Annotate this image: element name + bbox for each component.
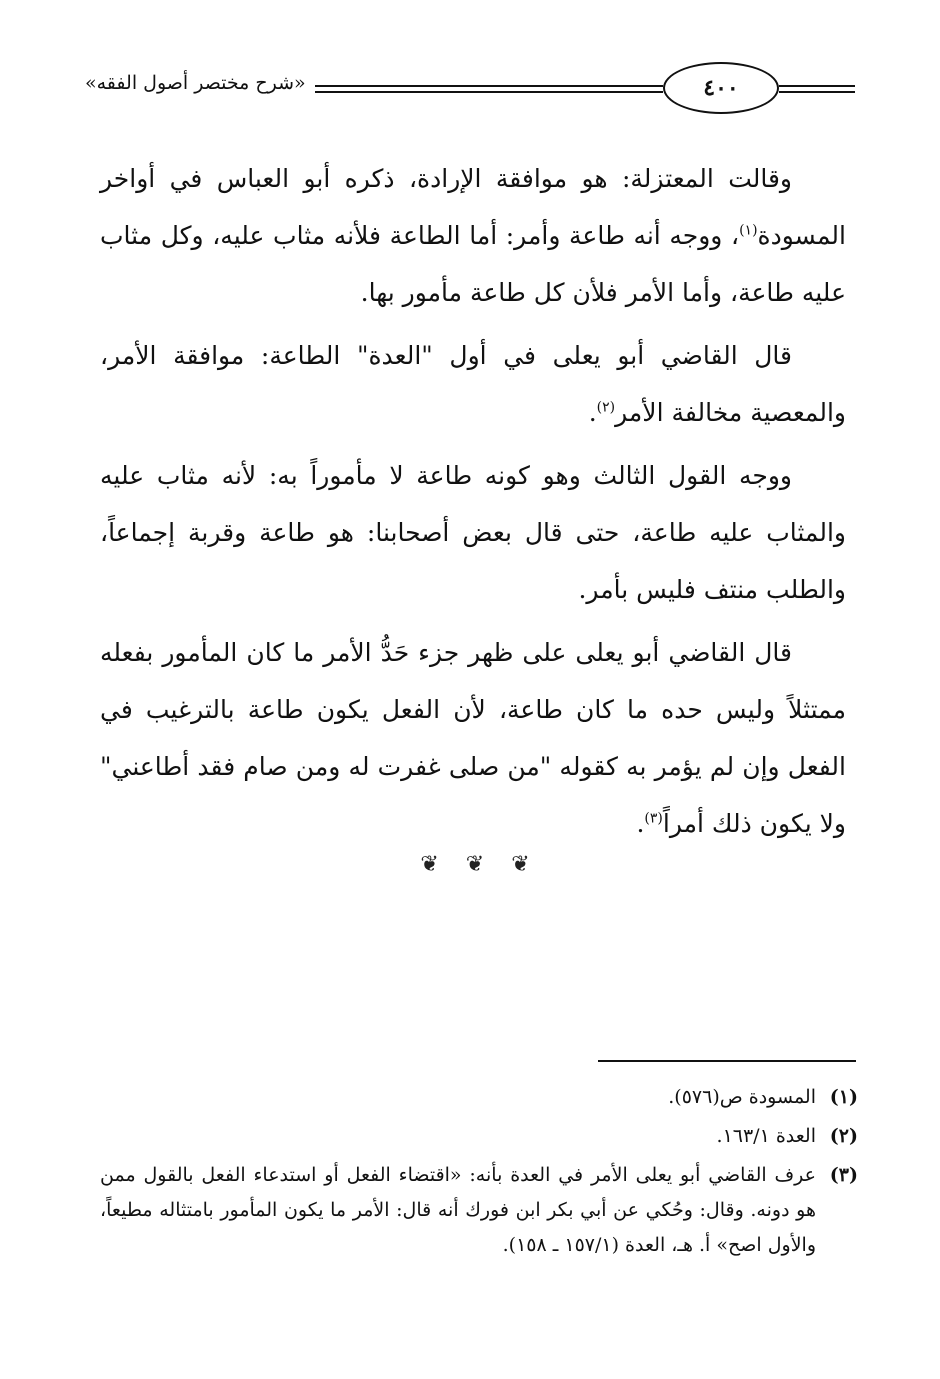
paragraph-text: ، ووجه أنه طاعة وأمر: أما الطاعة فلأنه مثاب عليه، وكل مثاب عليه طاعة، وأما الأمر فلأن كل طاعة مأمور بها. (100, 221, 846, 307)
page-number: ٤٠٠ (703, 75, 739, 101)
paragraph (100, 447, 846, 618)
footnote-number: (٢) (829, 1125, 858, 1147)
footnote-ref: (٢) (596, 399, 616, 416)
footnote (100, 1119, 858, 1154)
header-rule (779, 91, 855, 93)
paragraph-text: قال القاضي أبو يعلى في أول "العدة" الطاعة: موافقة الأمر، والمعصية مخالفة الأمر (100, 341, 846, 427)
paragraph-text: . (588, 398, 597, 427)
paragraph (100, 150, 846, 321)
header-rule (315, 85, 663, 87)
footnote-text: عرف القاضي أبو يعلى الأمر في العدة بأنه: «اقتضاء الفعل أو استدعاء الفعل بالقول ممن هو دونه. وقال: وحُكي عن أبي بكر ابن فورك أنه قال: الأمر ما يكون المأمور بامتثاله مطيعاً، والأول اصح» أ. هـ، العدة (١٥٧/١ ـ ١٥٨). (100, 1164, 816, 1256)
page-header (85, 50, 855, 130)
section-ornament: ❦ ❦ ❦ (420, 852, 540, 877)
header-rule (779, 85, 855, 87)
footnote-separator (598, 1060, 856, 1062)
paragraph-text: قال القاضي أبو يعلى على ظهر جزء حَدُّ الأمر ما كان المأمور بفعله ممتثلاً وليس حده ما كان طاعة، لأن الفعل يكون طاعة بالترغيب في الفعل وإن لم يؤمر به كقوله "من صلى غفرت له ومن صام فقد أطاعني" ولا يكون ذلك أمراً (100, 638, 846, 838)
footnotes (100, 1080, 858, 1267)
main-text (100, 150, 846, 858)
footnote-text: المسودة ص(٥٧٦). (668, 1086, 816, 1108)
footnote-number: (٣) (829, 1164, 858, 1186)
footnote (100, 1080, 858, 1115)
footnote-ref: (١) (739, 222, 758, 239)
paragraph-text: ووجه القول الثالث وهو كونه طاعة لا مأموراً به: لأنه مثاب عليه والمثاب عليه طاعة، حتى قال بعض أصحابنا: هو طاعة وقربة إجماعاً، والطلب منتف فليس بأمر. (100, 461, 846, 604)
footnote-number: (١) (829, 1086, 858, 1108)
footnote-ref: (٣) (644, 810, 663, 827)
paragraph (100, 624, 846, 852)
header-rule (315, 91, 663, 93)
footnote (100, 1158, 858, 1263)
paragraph (100, 327, 846, 441)
footnote-text: العدة ١٦٣/١. (716, 1125, 816, 1147)
paragraph-text: وقالت المعتزلة: هو موافقة الإرادة، ذكره أبو العباس في أواخر المسودة (100, 164, 846, 250)
paragraph-text: . (636, 809, 645, 838)
running-title: «شرح مختصر أصول الفقه» (85, 72, 306, 94)
page-number-oval (663, 62, 779, 114)
